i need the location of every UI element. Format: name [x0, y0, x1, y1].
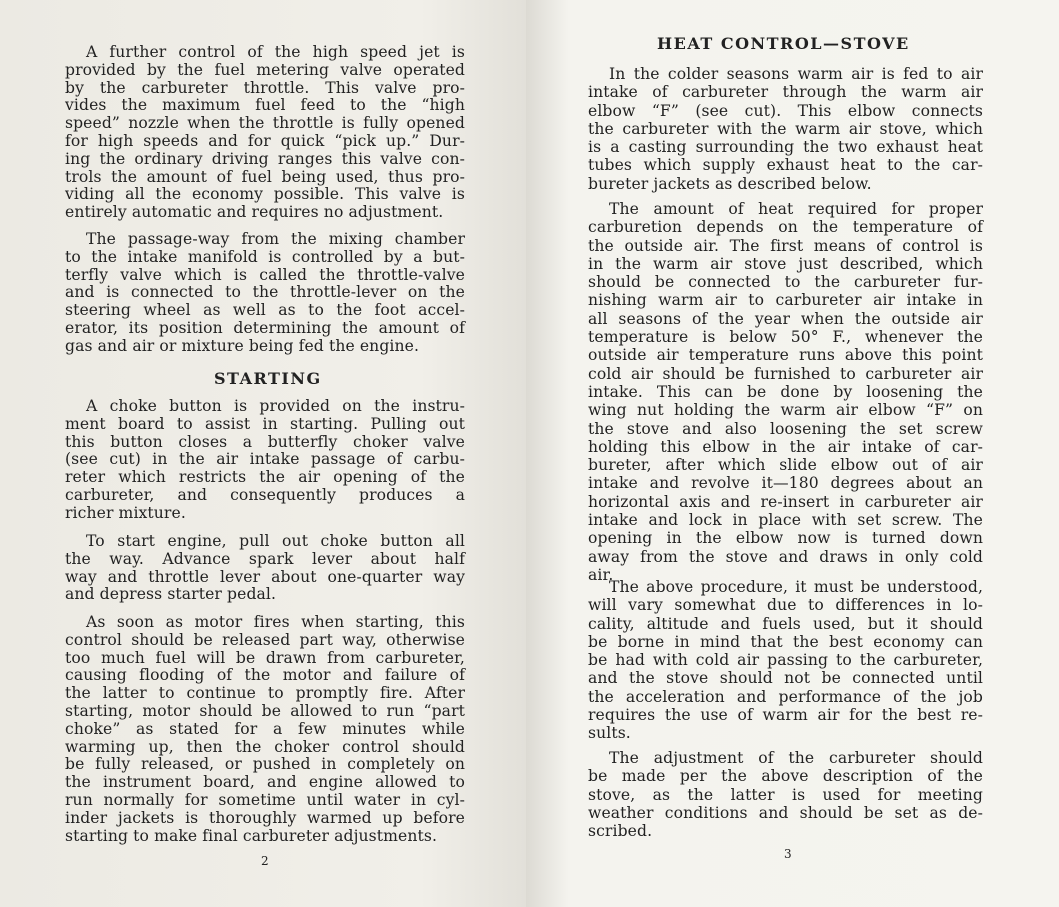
- paragraph-start-engine: [65, 533, 465, 604]
- left-page: [0, 0, 526, 907]
- text-line: and depress starter pedal.: [65, 585, 277, 604]
- text-line: causing flooding of the motor and failure of: [65, 666, 465, 685]
- text-line: erator, its position determining the amount of: [65, 318, 465, 337]
- text-line: elbow “F” (see cut). This elbow connects: [588, 101, 983, 120]
- text-line: ing the ordinary driving ranges this valve con-: [65, 149, 465, 168]
- text-line: tubes which supply exhaust heat to the car-: [588, 156, 983, 175]
- text-line: control should be released part way, otherwise: [65, 630, 465, 649]
- text-line: warming up, then the choker control should: [65, 737, 465, 756]
- paragraph-amount-of-heat: [588, 200, 983, 584]
- text-line: be fully released, or pushed in completely on: [65, 755, 465, 774]
- text-line: ment board to assist in starting. Pulling out: [65, 414, 465, 433]
- text-line: all seasons of the year when the outside air: [588, 309, 983, 328]
- text-line: provided by the fuel metering valve operated: [65, 60, 465, 79]
- text-line: be borne in mind that the best economy can: [588, 632, 983, 651]
- text-line: entirely automatic and requires no adjustment.: [65, 203, 444, 222]
- text-line: opening in the elbow now is turned down: [588, 529, 983, 548]
- text-line: will vary somewhat due to differences in lo-: [588, 596, 983, 615]
- paragraph-adjustment: [588, 749, 983, 840]
- paragraph-throttle-valve: [65, 231, 465, 356]
- text-line: be had with cold air passing to the carbureter,: [588, 651, 983, 670]
- page-number: 2: [261, 854, 269, 868]
- text-line: carbureter, and consequently produces a: [65, 485, 465, 504]
- text-line: stove, as the latter is used for meeting: [588, 785, 983, 804]
- text-line: choke” as stated for a few minutes while: [65, 719, 465, 738]
- right-page: [526, 0, 1059, 907]
- text-line: the outside air. The first means of control is: [588, 236, 983, 255]
- text-line: steering wheel as well as to the foot accel-: [65, 301, 465, 320]
- text-line: too much fuel will be drawn from carbureter,: [65, 648, 465, 667]
- text-line: the stove and also loosening the set screw: [588, 419, 983, 438]
- text-line: reter which restricts the air opening of the: [65, 468, 465, 487]
- text-line: A further control of the high speed jet is: [86, 43, 465, 61]
- text-line: gas and air or mixture being fed the engine.: [65, 336, 420, 355]
- text-line: outside air temperature runs above this point: [588, 346, 983, 365]
- text-line: way and throttle lever about one-quarter way: [65, 567, 465, 586]
- text-line: be made per the above description of the: [588, 767, 983, 786]
- text-line: and the stove should not be connected until: [588, 669, 983, 688]
- paragraph-above-procedure: [588, 578, 983, 743]
- text-line: the latter to continue to promptly fire. After: [65, 684, 465, 703]
- text-line: intake of carbureter through the warm air: [588, 83, 983, 102]
- text-line: bureter jackets as described below.: [588, 174, 872, 193]
- text-line: speed” nozzle when the throttle is fully opened: [65, 114, 465, 133]
- section-heading-heat-control: HEAT CONTROL—STOVE: [657, 34, 910, 53]
- text-line: wing nut holding the warm air elbow “F” on: [588, 401, 983, 420]
- text-line: vides the maximum fuel feed to the “high: [65, 96, 465, 115]
- text-line: sults.: [588, 724, 631, 743]
- text-line: In the colder seasons warm air is fed to air: [609, 65, 983, 83]
- text-line: horizontal axis and re-insert in carbureter air: [588, 492, 983, 511]
- paragraph-high-speed-jet: [65, 44, 465, 222]
- text-line: richer mixture.: [65, 503, 186, 522]
- text-line: requires the use of warm air for the best re-: [588, 706, 983, 725]
- text-line: intake and lock in place with set screw. The: [588, 511, 983, 530]
- text-line: air.: [588, 565, 614, 584]
- text-line: terfly valve which is called the throttle-valve: [65, 265, 465, 284]
- text-line: starting, motor should be allowed to run “part: [65, 701, 465, 720]
- text-line: the instrument board, and engine allowed to: [65, 773, 465, 792]
- text-line: As soon as motor fires when starting, this: [86, 613, 465, 631]
- text-line: intake and revolve it—180 degrees about an: [588, 474, 983, 493]
- text-line: A choke button is provided on the instru-: [86, 397, 465, 415]
- text-line: weather conditions and should be set as de-: [588, 803, 983, 822]
- text-line: intake. This can be done by loosening the: [588, 382, 983, 401]
- paragraph-motor-fires: [65, 614, 465, 845]
- text-line: starting to make final carbureter adjustments.: [65, 826, 438, 845]
- page-number: 3: [784, 847, 792, 861]
- text-line: is a casting surrounding the two exhaust heat: [588, 138, 983, 157]
- text-line: run normally for sometime until water in cyl-: [65, 790, 465, 809]
- text-line: for high speeds and for quick “pick up.” Dur-: [65, 131, 465, 150]
- text-line: The passage-way from the mixing chamber: [86, 230, 465, 248]
- text-line: the acceleration and performance of the job: [588, 687, 983, 706]
- text-line: and is connected to the throttle-lever on the: [65, 283, 465, 302]
- text-line: To start engine, pull out choke button all: [86, 532, 465, 550]
- text-line: away from the stove and draws in only cold: [588, 547, 983, 566]
- paragraph-choke-button: [65, 398, 465, 523]
- text-line: temperature is below 50° F., whenever the: [588, 328, 983, 347]
- text-line: The amount of heat required for proper: [609, 200, 983, 218]
- section-heading-starting: STARTING: [214, 369, 322, 388]
- text-line: cality, altitude and fuels used, but it should: [588, 614, 983, 633]
- text-line: in the warm air stove just described, which: [588, 254, 983, 273]
- text-line: should be connected to the carbureter fur-: [588, 273, 983, 292]
- text-line: the carbureter with the warm air stove, which: [588, 119, 983, 138]
- text-line: (see cut) in the air intake passage of carbu-: [65, 450, 465, 469]
- text-line: cold air should be furnished to carbureter air: [588, 364, 983, 383]
- text-line: The adjustment of the carbureter should: [609, 749, 983, 767]
- text-line: trols the amount of fuel being used, thus pro-: [65, 167, 465, 186]
- text-line: bureter, after which slide elbow out of air: [588, 456, 983, 475]
- text-line: by the carbureter throttle. This valve pro-: [65, 78, 465, 97]
- text-line: nishing warm air to carbureter air intake in: [588, 291, 983, 310]
- text-line: viding all the economy possible. This valve is: [65, 185, 465, 204]
- text-line: scribed.: [588, 822, 653, 841]
- text-line: holding this elbow in the air intake of car-: [588, 437, 983, 456]
- text-line: inder jackets is thoroughly warmed up before: [65, 808, 465, 827]
- text-line: The above procedure, it must be understood,: [609, 578, 983, 596]
- text-line: carburetion depends on the temperature of: [588, 218, 983, 237]
- text-line: this button closes a butterfly choker valve: [65, 432, 465, 451]
- text-line: to the intake manifold is controlled by a but-: [65, 247, 465, 266]
- paragraph-colder-seasons: [588, 65, 983, 193]
- text-line: the way. Advance spark lever about half: [65, 549, 465, 568]
